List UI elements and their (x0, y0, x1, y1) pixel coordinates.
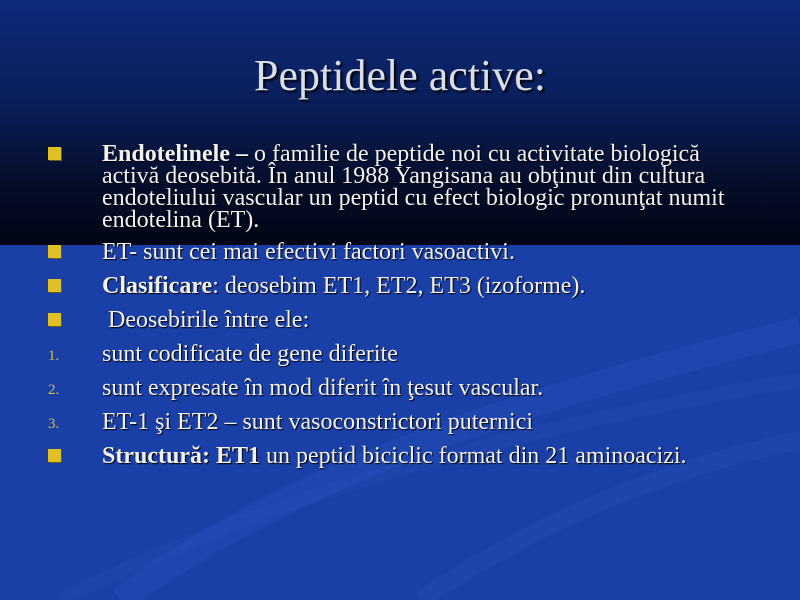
slide-title: Peptidele active: (254, 51, 546, 100)
list-item-endotelinele (0, 143, 800, 231)
numbered-item-2 (0, 377, 800, 399)
list-number: 1. (48, 348, 60, 364)
list-item-et-factori (0, 241, 800, 263)
list-item-text: un peptid biciclic format din 21 aminoacizi. (260, 443, 687, 469)
list-item-structura (0, 445, 800, 467)
list-item-bold: Structură: ET1 (102, 443, 260, 469)
list-item-bold: Clasificare (102, 273, 213, 299)
square-bullet-icon (48, 147, 61, 160)
square-bullet-icon (48, 245, 61, 258)
list-item-text: ET- sunt cei mai efectivi factori vasoactivi. (102, 239, 515, 265)
list-item-text: : deosebim ET1, ET2, ET3 (izoforme). (212, 273, 586, 299)
square-bullet-icon (48, 449, 61, 462)
list-number: 3. (48, 416, 60, 432)
list-number: 2. (48, 382, 60, 398)
list-item-deosebirile (0, 309, 800, 331)
square-bullet-icon (48, 279, 61, 292)
list-item-clasificare (0, 275, 800, 297)
list-item-text: Deosebirile între ele: (102, 307, 310, 333)
bullet-list (0, 143, 800, 479)
numbered-item-1 (0, 343, 800, 365)
list-item-bold: Endotelinele – (102, 141, 255, 167)
list-item-text: sunt expresate în mod diferit în ţesut vascular. (102, 375, 544, 401)
list-item-text: sunt codificate de gene diferite (102, 341, 398, 367)
square-bullet-icon (48, 313, 61, 326)
numbered-item-3 (0, 411, 800, 433)
list-item-text: o familie de peptide noi cu activitate biologică activă deosebită. În anul 1988 Yangisana au obţinut din cultura endoteliului vascular un peptid cu efect biologic pronunţat numit endotelina (ET). (102, 141, 725, 233)
list-item-text: ET-1 şi ET2 – sunt vasoconstrictori puternici (102, 409, 534, 435)
